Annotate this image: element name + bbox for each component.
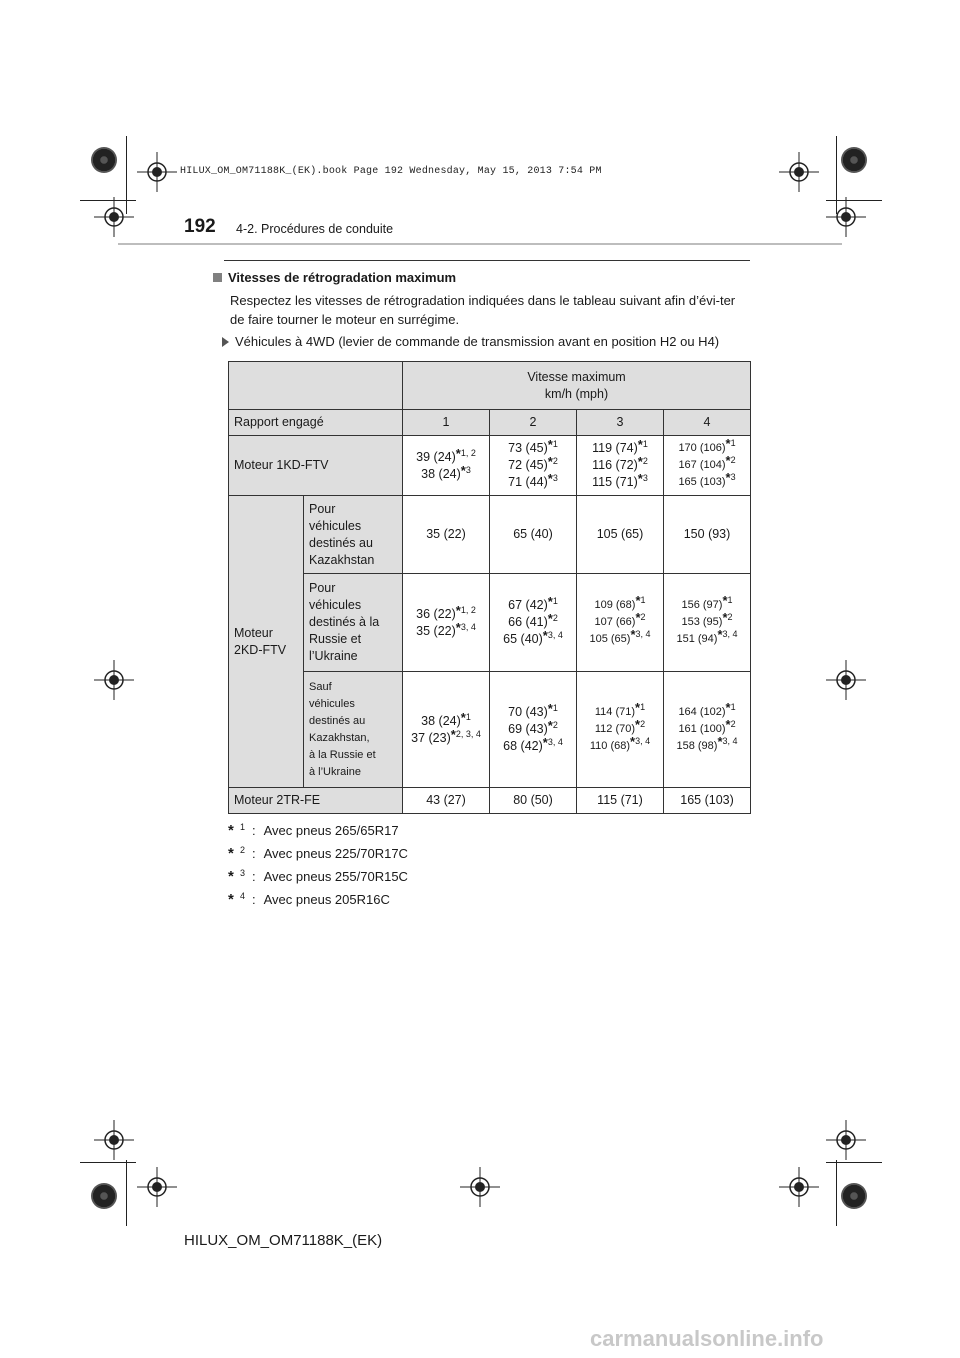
speed-value: 158 (98) [676,740,718,752]
footnote-ref-number: 2 [642,456,648,466]
table-header-row [229,362,751,410]
subheading-text: Véhicules à 4WD (levier de commande de transmission avant en position H2 ou H4) [235,334,720,349]
section-heading [213,270,456,285]
registration-mark-icon [826,1120,866,1160]
color-target-icon [91,147,117,173]
speed-value: 164 (102) [678,706,726,718]
value-cell [403,436,490,496]
value-line [406,709,486,730]
speed-value: 69 (43) [508,722,548,736]
value-line [667,593,747,614]
footnote-ref [547,437,558,452]
speed-value: 39 (24) [416,449,456,464]
footnote-ref [722,593,733,608]
gear-cell: 3 [577,410,664,436]
speed-value: 116 (72) [592,458,638,472]
speed-value: 66 (41) [508,615,548,629]
asterisk-icon: * [725,700,731,715]
registration-mark-icon [137,152,177,192]
footnote-ref-number: 2 [730,455,736,465]
footnote-ref [630,627,651,642]
crop-mark [836,136,837,214]
label-line: Kazakhstan [309,552,375,567]
speed-value: 115 (71) [592,475,638,489]
value-line [406,602,486,623]
subheading [222,334,719,349]
asterisk-icon: * [635,610,641,625]
value-line [580,627,660,648]
value-line [493,628,573,648]
value-cell [577,672,664,788]
speed-value: 70 (43) [508,705,548,719]
watermark: carmanualsonline.info [590,1326,824,1351]
asterisk-icon: * [717,734,723,749]
other-label [304,672,403,788]
footnote-ref-number: 3, 4 [722,629,738,639]
engine-2kd-label [229,496,304,788]
value-line [493,611,573,631]
asterisk-icon: * [717,627,723,642]
footnote-ref-number: 3, 4 [547,737,563,747]
color-target-icon [91,1183,117,1209]
footnote-ref [455,445,476,461]
asterisk-icon: * [547,701,553,716]
asterisk-icon: * [228,868,234,885]
footnote-ref-number: 1, 2 [460,604,476,615]
value-line [667,734,747,755]
label-line: Sauf [309,680,332,693]
speed-value: 110 (68) [589,740,631,752]
engine-2tr-label: Moteur 2TR-FE [229,788,403,814]
footnote-number: 4 [240,891,246,901]
asterisk-icon: * [460,462,466,478]
header-rule [118,243,842,245]
engine-1kd-label: Moteur 1KD-FTV [229,436,403,496]
downshift-speed-table [228,361,751,814]
color-target-icon [841,1183,867,1209]
speed-value: 153 (95) [681,616,723,628]
footnote-ref-number: 1 [465,711,471,722]
value-line [580,454,660,474]
table-row-1kd [229,436,751,496]
footnote-ref [460,462,471,478]
speed-value: 170 (106) [678,442,726,454]
value-cell: 105 (65) [577,496,664,574]
footnote-ref-number: 1 [727,595,733,605]
crop-mark [126,136,127,214]
footnote-ref [635,717,646,732]
value-line [493,735,573,755]
gear-cell: 2 [490,410,577,436]
page-number: 192 [184,216,216,237]
speed-value: 38 (24) [421,466,461,481]
value-line [667,627,747,648]
label-line: Pour [309,581,336,595]
speed-value: 36 (22) [416,606,456,621]
asterisk-icon: * [450,726,456,742]
value-line [580,437,660,457]
footnote-ref [725,470,736,485]
speed-value: 35 (22) [416,623,456,638]
value-line [493,594,573,614]
label-line: à l’Ukraine [309,765,361,778]
footnote-ref-number: 1 [640,702,646,712]
footnote-text: Avec pneus 255/70R15C [263,869,408,884]
footnote-text: Avec pneus 225/70R17C [263,846,408,861]
engine-2kd-line: 2KD-FTV [234,642,287,657]
label-line: véhicules [309,697,355,710]
footnote-number: 2 [240,845,246,855]
speed-value: 73 (45) [508,441,548,455]
asterisk-icon: * [635,700,641,715]
asterisk-icon: * [228,822,234,839]
value-cell: 65 (40) [490,496,577,574]
asterisk-icon: * [547,454,553,469]
value-cell [577,574,664,672]
registration-mark-icon [137,1167,177,1207]
footnote-ref-number: 2 [640,719,646,729]
footnote [228,845,408,868]
value-cell [577,436,664,496]
footnote-ref-number: 1 [552,596,558,606]
asterisk-icon: * [455,445,461,461]
value-cell: 43 (27) [403,788,490,814]
label-line: destinés au [309,714,366,727]
value-cell [490,672,577,788]
intro-paragraph: Respectez les vitesses de rétrogradation indiquées dans le tableau suivant afin d’évi-ter de faire tourner le moteur en surrégime. [230,293,736,327]
footnote-ref-number: 1 [730,702,736,712]
footnote-ref-number: 1 [640,595,646,605]
max-speed-header [403,362,751,410]
max-speed-label: Vitesse maximum [527,369,626,384]
footnote-ref-number: 3 [552,473,558,483]
asterisk-icon: * [637,471,643,486]
footnote-ref [542,628,563,643]
asterisk-icon: * [547,718,553,733]
footnote-ref-number: 2 [727,612,733,622]
crop-mark [80,200,136,201]
registration-mark-icon [94,660,134,700]
asterisk-icon: * [547,611,553,626]
footnote-ref-number: 2 [730,719,736,729]
speed-value: 156 (97) [681,599,723,611]
footnote [228,822,408,845]
asterisk-icon: * [722,593,728,608]
footnote-colon: : [252,823,256,838]
speed-value: 112 (70) [594,723,636,735]
footnote-ref [722,610,733,625]
speed-value: 72 (45) [508,458,548,472]
speed-value: 105 (65) [589,633,631,645]
footnote-ref-number: 3, 4 [547,630,563,640]
footnote-ref [630,734,651,749]
crop-mark [826,200,882,201]
speed-value: 165 (103) [678,476,726,488]
speed-value: 151 (94) [676,633,718,645]
crop-mark [80,1162,136,1163]
footnote-ref [460,709,471,725]
footnote-ref-number: 1, 2 [460,447,476,458]
value-cell: 80 (50) [490,788,577,814]
speed-value: 119 (74) [592,441,638,455]
value-line [406,726,486,747]
asterisk-icon: * [455,602,461,618]
value-cell [490,574,577,672]
asterisk-icon: * [725,470,731,485]
value-line [667,470,747,491]
footnote-number: 1 [240,822,246,832]
asterisk-icon: * [637,454,643,469]
footnote-ref-number: 2 [552,456,558,466]
footnote-ref-number: 1 [730,438,736,448]
value-cell: 165 (103) [664,788,751,814]
kz-label [304,496,403,574]
footnote-ref [455,619,476,635]
asterisk-icon: * [460,709,466,725]
footer-code: HILUX_OM_OM71188K_(EK) [184,1232,383,1249]
label-line: destinés à la [309,615,380,629]
table-row-kazakhstan [229,496,751,574]
speed-value: 68 (42) [503,739,543,753]
engine-2kd-line: Moteur [234,625,273,640]
asterisk-icon: * [542,735,548,750]
footnote-colon: : [252,846,256,861]
footnote-ref-number: 1 [552,703,558,713]
value-cell: 150 (93) [664,496,751,574]
asterisk-icon: * [542,628,548,643]
speed-value: 65 (40) [503,632,543,646]
footnote-text: Avec pneus 205R16C [263,892,390,907]
footnote-ref [635,610,646,625]
label-line: Russie et [309,632,362,646]
footnote-ref-number: 1 [552,439,558,449]
speed-value: 109 (68) [594,599,636,611]
value-cell [664,436,751,496]
registration-mark-icon [779,1167,819,1207]
value-line [493,454,573,474]
footnote-ref [717,627,738,642]
footnote-ref-number: 3, 4 [635,736,651,746]
footnote-ref [725,453,736,468]
section-rule [224,260,750,261]
footnote-ref-number: 3, 4 [722,736,738,746]
footnote [228,891,408,914]
footnote-text: Avec pneus 265/65R17 [263,823,399,838]
footnotes [228,822,408,914]
footnote-ref-number: 2 [552,613,558,623]
speed-value: 67 (42) [508,598,548,612]
table-row-2tr [229,788,751,814]
footnote-ref-number: 2 [552,720,558,730]
footnote-ref [637,471,648,486]
value-line [580,471,660,491]
crop-mark [836,1160,837,1226]
label-line: véhicules [309,598,362,612]
value-cell [664,672,751,788]
value-cell [403,672,490,788]
asterisk-icon: * [725,717,731,732]
footnote-ref-number: 3, 4 [635,629,651,639]
asterisk-icon: * [455,619,461,635]
section-heading-text: Vitesses de rétrogradation maximum [228,270,457,285]
asterisk-icon: * [228,891,234,908]
asterisk-icon: * [228,845,234,862]
label-line: l’Ukraine [309,649,358,663]
registration-mark-icon [460,1167,500,1207]
label-line: destinés au [309,535,373,550]
footnote-number: 3 [240,868,246,878]
footnote-ref [547,594,558,609]
value-cell [403,574,490,672]
value-line [580,700,660,721]
value-cell [664,574,751,672]
value-line [580,734,660,755]
speed-value: 114 (71) [594,706,636,718]
footnote-ref-number: 1 [642,439,648,449]
asterisk-icon: * [630,627,636,642]
footnote-ref-number: 3 [730,472,736,482]
header-empty-cell [229,362,403,410]
registration-mark-icon [94,197,134,237]
value-line [580,593,660,614]
gear-cell: 4 [664,410,751,436]
footnote-ref [547,454,558,469]
asterisk-icon: * [630,734,636,749]
footnote-ref-number: 2 [640,612,646,622]
value-cell [490,436,577,496]
asterisk-icon: * [547,437,553,452]
footnote-ref [547,701,558,716]
footnote-ref [717,734,738,749]
label-line: Kazakhstan, [309,731,370,744]
print-header: HILUX_OM_OM71188K_(EK).book Page 192 Wednesday, May 15, 2013 7:54 PM [180,166,602,177]
label-line: à la Russie et [309,748,376,761]
label-line: véhicules [309,518,362,533]
asterisk-icon: * [547,471,553,486]
footnote-colon: : [252,892,256,907]
triangle-bullet-icon [222,337,229,347]
speed-value: 37 (23) [411,730,451,745]
gear-cell: 1 [403,410,490,436]
registration-mark-icon [826,197,866,237]
table-row-gears [229,410,751,436]
footnote-ref [635,700,646,715]
footnote-ref-number: 3 [465,464,471,475]
color-target-icon [841,147,867,173]
footnote-ref [547,471,558,486]
footnote-ref [725,717,736,732]
footnote-ref [725,700,736,715]
table-row-russia [229,574,751,672]
asterisk-icon: * [547,594,553,609]
speed-value: 161 (100) [678,723,726,735]
crop-mark [126,1160,127,1226]
gear-row-label: Rapport engagé [229,410,403,436]
registration-mark-icon [94,1120,134,1160]
asterisk-icon: * [725,436,731,451]
footnote-ref [455,602,476,618]
value-line [493,471,573,491]
footnote [228,868,408,891]
table-row-other [229,672,751,788]
value-line [406,445,486,466]
footnote-ref [450,726,481,742]
square-bullet-icon [213,273,222,282]
footnote-ref [547,611,558,626]
footnote-ref [637,437,648,452]
registration-mark-icon [826,660,866,700]
value-line [493,718,573,738]
registration-mark-icon [779,152,819,192]
speed-value: 167 (104) [678,459,726,471]
value-cell: 35 (22) [403,496,490,574]
footnote-ref [725,436,736,451]
crop-mark [826,1162,882,1163]
asterisk-icon: * [635,717,641,732]
chapter-title: 4-2. Procédures de conduite [236,222,394,236]
footnote-ref [635,593,646,608]
asterisk-icon: * [722,610,728,625]
ru-label [304,574,403,672]
value-line [493,437,573,457]
footnote-colon: : [252,869,256,884]
speed-value: 38 (24) [421,713,461,728]
value-line [406,462,486,483]
asterisk-icon: * [637,437,643,452]
footnote-ref [542,735,563,750]
speed-unit-label: km/h (mph) [544,386,609,401]
footnote-ref-number: 3 [642,473,648,483]
speed-value: 71 (44) [508,475,548,489]
speed-value: 107 (66) [594,616,636,628]
asterisk-icon: * [635,593,641,608]
label-line: Pour [309,501,336,516]
value-cell: 115 (71) [577,788,664,814]
footnote-ref [547,718,558,733]
footnote-ref-number: 3, 4 [460,621,476,632]
value-line [406,619,486,640]
footnote-ref [637,454,648,469]
asterisk-icon: * [725,453,731,468]
value-line [493,701,573,721]
footnote-ref-number: 2, 3, 4 [455,728,481,739]
